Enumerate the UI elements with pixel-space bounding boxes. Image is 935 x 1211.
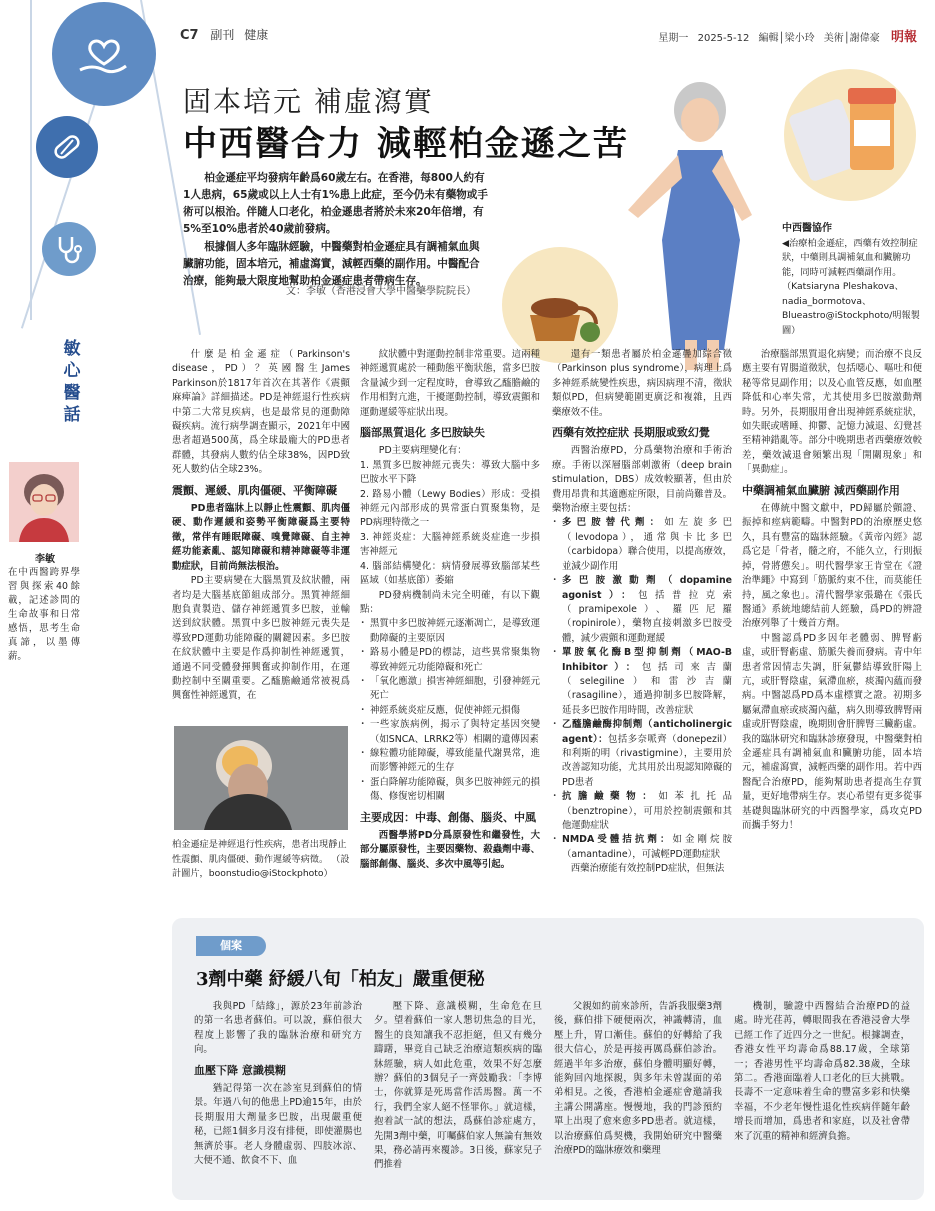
page-number: C7	[180, 28, 199, 43]
section-heading: 中藥調補氣血臟腑 減西藥副作用	[742, 483, 900, 497]
list-item: ・ 乙醯膽鹼酶抑制劑（anticholinergic agent）：包括多奈哌齊（donepezil）和利斯的明（rivastigmine），主要用於改善認知功能，尤其用於出現認知障礙的PD患者	[552, 718, 732, 790]
column-label: 敏 心 醫 話	[63, 339, 81, 425]
list-item: ・ 多巴胺替代劑：如左旋多巴（levodopa），通常與卡比多巴（carbidopa）聯合使用，以提高療效，並減少副作用	[552, 516, 732, 574]
article-column-4: 治療腦部黑質退化病變；而治療不良反應主要有胃腸道徵狀，包括噁心、嘔吐和便秘等常見副作用；以及心血管反應，如血壓降低和心率失常，尤其使用多巴胺激動劑時。另外，長期服用會出現神經系統症狀，如失眠或嗜睡、抑鬱、記憶力減退、幻覺甚至精神錯亂等。部分中晚期患者西藥療效較差，藥效減退會頻繁出現「開關現象」和「異動症」。 中藥調補氣血臟腑 減西藥副作用 在傳統中醫文獻中，PD歸屬於顫證、振掉和痙病範疇。中醫對PD的治療歷史悠久，具有豐富的臨牀經驗。《黃帝內經》認爲它是「骨者，髓之府，不能久立，行則振掉，骨將憊矣」。明代醫學家王肯堂在《證治準繩》中寫到「筋脈約束不住，而莫能任持，風之象也」。清代醫學家張璐在《張氏醫通》系統地總結前人經驗，爲PD的辨證治療列舉了十幾首方劑。 中醫認爲PD多因年老體弱、脾腎虧虛，或肝腎虧虛、筋脈失養而發病。青中年患者常因情志失調，肝氣鬱結導致肝陽上亢，或肝腎陰虛，氣滯血瘀，痰濁內蘊而發病。中醫認爲PD爲本虛標實之證。初期多屬氣滯血瘀或痰濁內蘊，病久則導致脾腎兩虛或肝腎陰虛，晚期則會肝脾腎三臟虧虛。我的臨牀研究和臨牀診療發現，中醫藥對柏金遜症具有調補氣血和臟腑功能，固本培元，補虛瀉實，減輕西藥的副作用。若中西醫配合治療PD，能夠幫助患者提高生存質量，更好地帶病生存。衷心希望有更多從事基礎與臨牀研究的中西醫學家，爲攻克PD而攜手努力！	[742, 349, 922, 831]
author-photo	[9, 462, 79, 542]
byline: 文：李敏（香港浸會大學中醫藥學院院長）	[286, 286, 476, 297]
author-bio: 在中西醫跨界學習與探索40餘載，記述診問的生命故事和日常感悟，思考生命真諦，以墨傳薪。	[8, 567, 80, 662]
caption-credit: （Katsiaryna Pleshakova、nadia_bormotova、Blueastro@iStockphoto/明報製圖）	[782, 281, 920, 336]
list-item: ・ NMDA受體拮抗劑：如金剛烷胺（amantadine），可減輕PD運動症狀	[552, 833, 732, 862]
art-credit: 美術│謝偉豪	[823, 33, 880, 44]
list-item: ・ 一些家族病例，揭示了與特定基因突變（如SNCA、LRRK2等）相關的遺傳因素	[360, 718, 540, 747]
pathology-list	[360, 459, 540, 589]
author-name: 李敏	[35, 554, 55, 565]
stethoscope-icon	[42, 222, 96, 276]
headline: 中西醫合力 減輕柏金遜之苦	[183, 124, 629, 164]
section-heading: 腦部黑質退化 多巴胺缺失	[360, 426, 485, 440]
list-item: ・ 黑質中多巴胺神經元逐漸凋亡，是導致運動障礙的主要原因	[360, 617, 540, 646]
case-column-3: 父親如約前來診所，告訴我服藥3劑後，蘇伯排下硬便兩次，神識轉清，血壓上升，胃口漸佳。蘇伯的好轉給了我很大信心，於是再接再厲爲蘇伯診治。經過半年多治療，蘇伯身體明顯好轉，能夠回內地探親，與多年未曾謀面的弟弟相見。之後，香港柏金遜症會邀請我主講公開講座。慢慢地，我的門診預約單上出現了愈來愈多PD患者。就這樣，以治療蘇伯爲契機，我開始研究中醫藥治療PD的臨牀療效和藥理	[554, 1001, 722, 1157]
case-column-1: 我與PD「結緣」，源於23年前診治的第一名患者蘇伯。可以說，蘇伯很大程度上影響了我的臨牀治療和研究方向。 血壓下降 意識模糊 猶記得第一次在診室見到蘇伯的情景。年過八旬的他患上PD逾15年，由於長期服用大劑量多巴胺，出現嚴重便秘，已經1個多月沒有排便，即使灌腸也無濟於事。老人身體虛弱、四肢冰涼、大便不通、飲食不下、血	[194, 1001, 362, 1167]
list-item: ・ 神經系統炎症反應，促使神經元損傷	[360, 704, 540, 718]
list-item: ・ 單胺氧化酶B型抑制劑（MAO-B Inhibitor）：包括司來吉蘭（selegiline）和雷沙吉蘭（rasagiline），通過抑制多巴胺降解，延長多巴胺作用時間，改善症狀	[552, 646, 732, 718]
photo-caption-credit: （設計圖片，boonstudio@iStockphoto）	[172, 853, 350, 879]
caption-body: ◀治療柏金遜症，西藥有效控制症狀，中藥則具調補氣血和臟腑功能，同時可減輕西藥副作用。	[782, 237, 918, 278]
patient-photo	[174, 726, 348, 830]
pill-bottle-illustration	[780, 60, 920, 210]
section-heading: 西藥有效控症狀 長期服或致幻覺	[552, 426, 710, 440]
case-column-2: 壓下降、意識模糊，生命危在旦夕。望着蘇伯一家人懇切焦急的目光，醫生的良知讓我不忍拒絕，但又有幾分躊躇，畢竟自己缺乏治療這類疾病的臨牀經驗，病人如此危重，效果不好怎麼辦？蘇伯的3個兒子一齊鼓勵我：「李博士，你就算是死馬當作活馬醫。萬一不行，我們全家人絕不怪罪你。」就這樣，抱着試一試的想法，爲蘇伯診症處方，先開3劑中藥，叮囑蘇伯家人無論有無效果，務必請再來覆診。3日後，蘇家兒子們推着	[374, 1001, 542, 1171]
page-header-left	[180, 26, 268, 43]
article-column-2: 紋狀體中對運動控制非常重要。這兩種神經遞質處於一種動態平衡狀態，當多巴胺含量減少到一定程度時，會導致乙醯膽鹼的作用相對亢進，干擾運動控制，導致震顫和運動遲緩等症狀出現。 腦部黑質退化 多巴胺缺失 PD主要病理變化有： 1. 黑質多巴胺神經元喪失：導致大腦中多巴胺水平下降 2. 路易小體（Lewy Bodies）形成：受損神經元內部形成的異常蛋白質聚集物，是PD病理特徵之一 3. 神經炎症：大腦神經系統炎症進一步損害神經元 4. 腦部結構變化：病情發展導致腦部某些區域（如基底節）萎縮 PD發病機制尚未完全明確，有以下觀點： ・ 黑質中多巴胺神經元逐漸凋亡，是導致運動障礙的主要原因 ・ 路易小體是PD的標誌，這些異常聚集物導致神經元功能障礙和死亡 ・ 「氧化應激」損害神經細胞，引發神經元死亡 ・ 神經系統炎症反應，促使神經元損傷 ・ 一些家族病例，揭示了與特定基因突變（如SNCA、LRRK2等）相關的遺傳因素 ・ 線粒體功能障礙，導致能量代謝異常，進而影響神經元的生存 ・ 蛋白降解功能障礙，與多巴胺神經元的損傷、修復密切相關 主要成因：中毒、創傷、腦炎、中風 西醫學將PD分爲原發性和繼發性，大部分屬原發性，主要因藥物、殺蟲劑中毒、腦部創傷、腦炎、多次中風等引起。	[360, 348, 540, 904]
list-item: ・ 抗膽鹼藥物：如苯扎托品（benztropine），可用於控制震顫和其他運動症狀	[552, 790, 732, 833]
caption-title: 中西醫協作	[782, 223, 832, 234]
weekday: 星期一	[658, 33, 689, 44]
subheadline: 固本培元 補虛瀉實	[183, 85, 434, 118]
case-title: 3劑中藥 紓緩八旬「柏友」嚴重便秘	[196, 969, 485, 990]
drug-list	[552, 516, 732, 862]
list-item: 2. 路易小體（Lewy Bodies）形成：受損神經元內部形成的異常蛋白質聚集物，是PD病理特徵之一	[360, 488, 540, 529]
case-tag: 個案	[196, 936, 266, 956]
section-heading: 震顫、遲緩、肌肉僵硬、平衡障礙	[172, 483, 337, 497]
lead-paragraph: 柏金遜症平均發病年齡爲60歲左右。在香港，每800人約有1人患病，65歲或以上人士有1%患上此症，至今仍未有藥物或手術可以根治。伴隨人口老化，柏金遜患者將於未來20年倍增，有5%至10%患者於40歲前發病。	[183, 172, 488, 235]
photo-caption	[172, 838, 350, 882]
list-item: 1. 黑質多巴胺神經元喪失：導致大腦中多巴胺水平下降	[360, 459, 540, 486]
list-item: ・ 多巴胺激動劑（dopamine agonist）：包括普拉克索（pramipexole）、羅匹尼羅（ropinirole），藥物直接刺激多巴胺受體，減少震顫和運動遲緩	[552, 574, 732, 646]
elderly-woman-illustration	[500, 40, 790, 380]
lead-paragraph: 根據個人多年臨牀經驗，中醫藥對柏金遜症具有調補氣血與臟腑功能，固本培元，補虛瀉實，減輕西藥的副作用。中醫配合治療，能夠最大限度地幫助柏金遜症患者帶病生存。	[183, 241, 480, 287]
newspaper-logo: 明報	[890, 30, 917, 45]
photo-caption-text: 柏金遜症是神經退行性疾病，患者出現靜止性震顫、肌肉僵硬、動作遲緩等病徵。	[172, 839, 347, 865]
list-item: ・ 路易小體是PD的標誌，這些異常聚集物導致神經元功能障礙和死亡	[360, 646, 540, 675]
case-column-4: 機制，驗證中西醫結合治療PD的益處。時光荏苒，轉眼間我在香港浸會大學已經工作了近四分之一世紀。根據調查，香港女性平均壽命爲88.17歲，全球第一；香港男性平均壽命爲82.38歲，全球第二。香港面臨着人口老化的巨大挑戰。長壽不一定意味着生命的豐富多彩和快樂幸福，不少老年慢性退化性疾病伴隨年齡增長而增加，爲患者和家庭，以及社會帶來了沉重的精神和經濟負擔。	[734, 1001, 910, 1142]
illustration-caption	[782, 222, 922, 338]
list-item: ・ 蛋白降解功能障礙，與多巴胺神經元的損傷、修復密切相關	[360, 776, 540, 805]
lead-paragraphs	[183, 170, 488, 291]
hand-heart-icon	[52, 2, 156, 106]
list-item: 3. 神經炎症：大腦神經系統炎症進一步損害神經元	[360, 531, 540, 558]
list-item: ・ 線粒體功能障礙，導致能量代謝異常，進而影響神經元的生存	[360, 747, 540, 776]
pill-icon	[36, 116, 98, 178]
mechanism-list	[360, 617, 540, 804]
article-column-1: 什麼是柏金遜症（Parkinson's disease，PD）？英國醫生James Parkinson於1817年首次在其著作《震顫麻痺論》詳細描述。PD是神經退行性疾病中第二大常見疾病，也是最常見的運動障礙疾病。流行病學調查顯示，2021年中國患者超過500萬，爲全球最龐大的PD患者群體，其發病人數約佔全球38%，因PD致死人數約佔全球23%。 震顫、遲緩、肌肉僵硬、平衡障礙 PD患者臨牀上以靜止性震顫、肌肉僵硬、動作遲緩和姿勢平衡障礙爲主要特徵，常伴有睡眠障礙、嗅覺障礙、自主神經功能紊亂、認知障礙和精神障礙等非運動症狀，目前尚無法根治。 PD主要病變在大腦黑質及紋狀體，兩者均是大腦基底節組成部分。黑質神經細胞負責製造、儲存神經遞質多巴胺，並輸送到紋狀體。黑質中多巴胺神經元喪失是導致PD運動功能障礙的關鍵因素。多巴胺在紋狀體中主要是作爲抑制性神經遞質，通過不同受體發揮興奮或抑制作用，在運動控制中至關重要。乙醯膽鹼通常被視爲興奮性神經遞質，在	[172, 349, 350, 702]
date: 2025-5-12	[697, 33, 750, 44]
list-item: 4. 腦部結構變化：病情發展導致腦部某些區域（如基底節）萎縮	[360, 560, 540, 587]
category-name: 健康	[244, 28, 269, 42]
section-name: 副刊	[210, 28, 235, 42]
section-heading: 主要成因：中毒、創傷、腦炎、中風	[360, 810, 536, 824]
article-column-3: 還有一類患者屬於柏金遜疊加綜合徵（Parkinson plus syndrome），病理上爲多神經系統變性疾患，病因病理不清，徵狀類似PD，但病變範圍更廣泛和複雜，且西藥療效不佳。 西藥有效控症狀 長期服或致幻覺 西醫治療PD，分爲藥物治療和手術治療。手術以深層腦部刺激術（deep brain stimulation，DBS）成效較顯著，但由於費用昂貴和其適應症所限，目前尚難普及。藥物治療主要包括： ・ 多巴胺替代劑：如左旋多巴（levodopa），通常與卡比多巴（carbidopa）聯合使用，以提高療效，並減少副作用 ・ 多巴胺激動劑（dopamine agonist）：包括普拉克索（pramipexole）、羅匹尼羅（ropinirole），藥物直接刺激多巴胺受體，減少震顫和運動遲緩 ・ 單胺氧化酶B型抑制劑（MAO-B Inhibitor）：包括司來吉蘭（selegiline）和雷沙吉蘭（rasagiline），通過抑制多巴胺降解，延長多巴胺作用時間，改善症狀 ・ 乙醯膽鹼酶抑制劑（anticholinergic agent）：包括多奈哌齊（donepezil）和利斯的明（rivastigmine），主要用於改善認知功能，尤其用於出現認知障礙的PD患者 ・ 抗膽鹼藥物：如苯扎托品（benztropine），可用於控制震顫和其他運動症狀 ・ NMDA受體拮抗劑：如金剛烷胺（amantadine），可減輕PD運動症狀 西藥治療能有效控制PD症狀，但無法	[552, 348, 732, 904]
editor-credit: 編輯│梁小玲	[758, 33, 815, 44]
list-item: ・ 「氧化應激」損害神經細胞，引發神經元死亡	[360, 675, 540, 704]
section-heading: 血壓下降 意識模糊	[194, 1063, 286, 1077]
